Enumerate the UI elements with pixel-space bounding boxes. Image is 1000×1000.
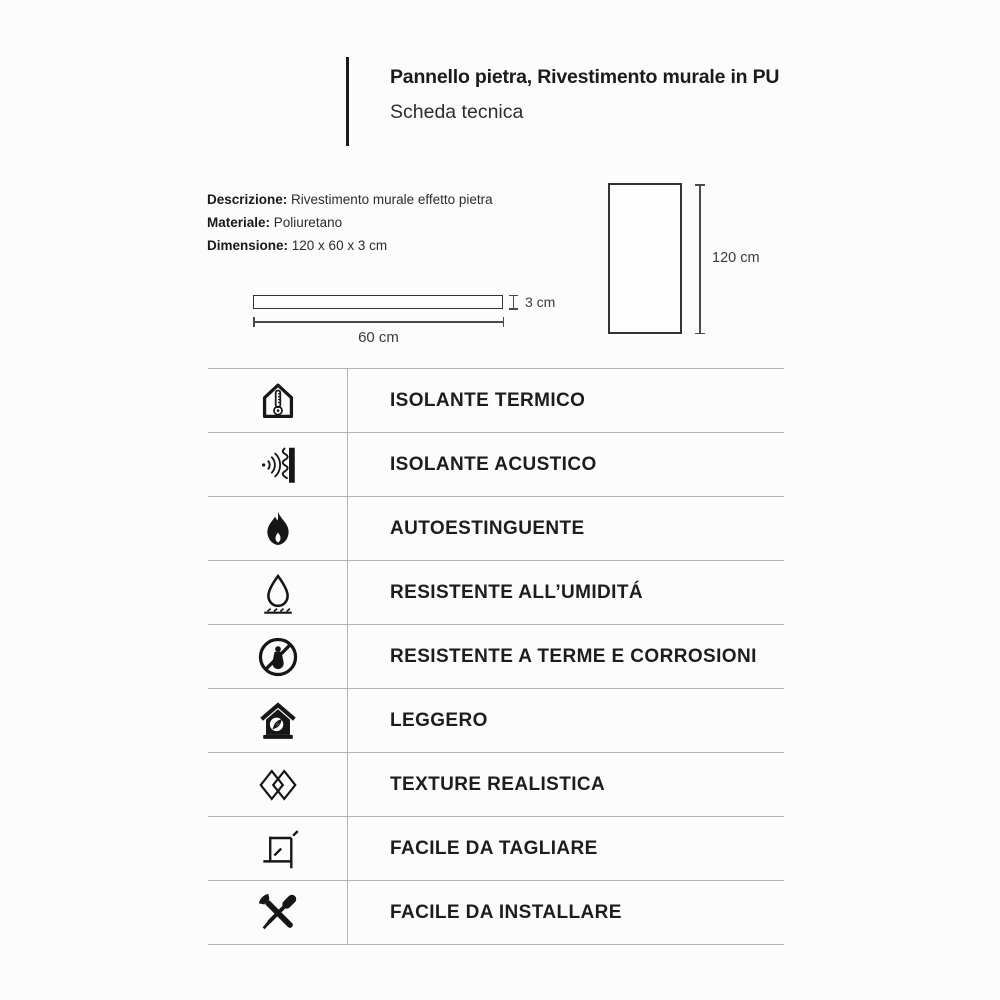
spec-label: Descrizione: [207, 192, 288, 207]
thickness-dimension-line [513, 295, 515, 309]
sound-waves-wall-icon [208, 433, 348, 496]
feature-label: RESISTENTE A TERME E CORROSIONI [390, 645, 757, 667]
title-accent-bar [346, 57, 349, 146]
feature-label: LEGGERO [390, 709, 488, 731]
house-thermometer-icon [208, 369, 348, 432]
spec-label: Dimensione: [207, 238, 289, 253]
feature-row-termite [208, 625, 784, 689]
no-termite-icon [208, 625, 348, 688]
height-dimension-cap [695, 333, 705, 335]
width-dimension-line [253, 321, 504, 323]
wrench-screwdriver-icon [208, 881, 348, 944]
panel-side-view [253, 295, 503, 309]
width-dimension-cap [503, 317, 505, 327]
feature-row-acoustic [208, 433, 784, 497]
water-drop-icon [208, 561, 348, 624]
panel-front-view [608, 183, 682, 334]
spec-label: Materiale: [207, 215, 271, 230]
page-title: Pannello pietra, Rivestimento murale in PU [390, 66, 780, 88]
features-table [208, 368, 784, 945]
spec-value: 120 x 60 x 3 cm [291, 238, 388, 253]
width-dimension-cap [253, 317, 255, 327]
feature-label: RESISTENTE ALL’UMIDITÁ [390, 581, 643, 603]
flame-icon [208, 497, 348, 560]
overlapping-diamonds-icon [208, 753, 348, 816]
house-feather-icon [208, 689, 348, 752]
spec-row-description [207, 188, 493, 211]
feature-row-light [208, 689, 784, 753]
spec-row-material [207, 211, 493, 234]
spec-row-dimension [207, 234, 493, 257]
feature-row-humidity [208, 561, 784, 625]
feature-label: AUTOESTINGUENTE [390, 517, 585, 539]
thickness-dimension-cap [509, 308, 518, 310]
feature-label: FACILE DA INSTALLARE [390, 901, 622, 923]
page-subtitle: Scheda tecnica [390, 101, 524, 123]
feature-label: TEXTURE REALISTICA [390, 773, 606, 795]
feature-label: ISOLANTE ACUSTICO [390, 453, 597, 475]
product-specs [207, 188, 493, 257]
height-dimension-label: 120 cm [712, 250, 760, 266]
width-dimension-label: 60 cm [358, 329, 399, 346]
crop-icon [208, 817, 348, 880]
feature-label: FACILE DA TAGLIARE [390, 837, 598, 859]
feature-row-install [208, 881, 784, 945]
feature-row-fire [208, 497, 784, 561]
thickness-dimension-label: 3 cm [525, 294, 556, 310]
feature-row-cut [208, 817, 784, 881]
spec-value: Rivestimento murale effetto pietra [291, 192, 493, 207]
feature-label: ISOLANTE TERMICO [390, 389, 586, 411]
height-dimension-cap [695, 184, 705, 186]
thickness-dimension-cap [509, 295, 518, 297]
feature-row-texture [208, 753, 784, 817]
feature-row-thermal [208, 369, 784, 433]
height-dimension-line [699, 184, 701, 334]
spec-value: Poliuretano [273, 215, 343, 230]
